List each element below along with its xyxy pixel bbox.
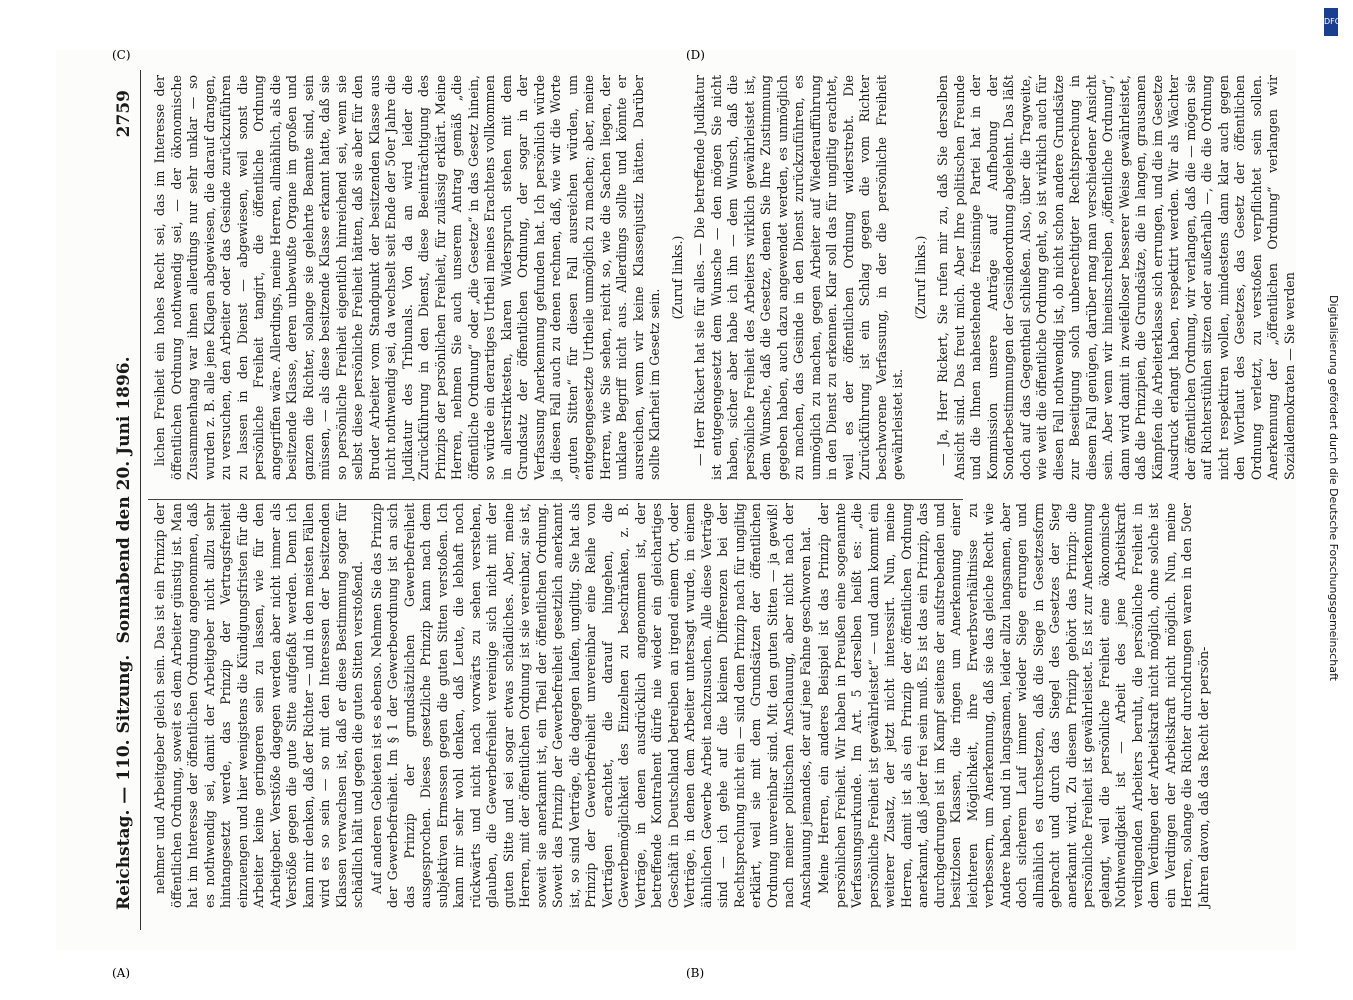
header-date: Sonnabend den 20. Juni 1896. <box>114 356 134 644</box>
page-header <box>114 90 138 910</box>
column-divider <box>148 499 963 500</box>
footer-strip <box>1322 0 1352 1000</box>
marker-c: (C) <box>112 48 131 62</box>
interjection: (Zuruf links.) <box>912 235 928 320</box>
footer-credit: Digitalisierung gefördert durch die Deutsche Forschungsgemeinschaft <box>1327 295 1340 681</box>
left-column <box>152 503 1211 908</box>
dfg-logo: DFG <box>1324 8 1338 36</box>
marker-a: (A) <box>112 966 131 980</box>
paragraph: lichen Freiheit ein hohes Recht sei, das im Interesse der öffentlichen Ordnung nothwendig sei, — der ökonomische Zusammenhang war ihnen allerdings nur sehr unklar — so wurden z. B. alle jene Klagen abgewiesen, die darauf drangen, zu versuchen, den Arbeiter oder das Gesinde zurückzuführen zu lassen in den Dienst — abgewiesen, weil sonst die persönliche Freiheit tangirt, die öffentliche Ordnung angegriffen wäre. Allerdings, meine Herren, allmählich, als die besitzende Klasse, deren unbewußte Organe im großen und ganzen die Richter, solange sie gelehrte Beamte sind, sein müssen, — als diese besitzende Klasse erkannt hatte, daß sie so persönliche Freiheit eigentlich hinreichend sei, wenn sie selbst diese persönliche Freiheit hätten, daß sie aber für den Bruder Arbeiter vom Standpunkt der besitzenden Klasse aus nicht nothwendig sei, da wechselt seit Ende der 50er Jahre die Judikatur des Tribunals. Von da an wird leider die Zurückführung in den Dienst, diese Beeinträchtigung des Prinzips der persönlichen Freiheit, für zulässig erklärt. Meine Herren, nehmen Sie auch unserem Antrag gemäß „die öffentliche Ordnung“ oder „die Gesetze“ in das Gesetz hinein, so würde ein derartiges Urtheil meines Erachtens vollkommen in allerstriktesten, klaren Widerspruch stehen mit dem Grundsatz der öffentlichen Ordnung, der sogar in der Verfassung Anerkennung gefunden hat. Ich persönlich würde ja diesen Fall auch zu denen rechnen, daß, wie wir die Worte „guten Sitten“ für diesen Fall ausreichen würden, um entgegengesetzte Urtheile unmöglich zu machen; aber, meine Herren, wie Sie sehen, reicht so, wie die Sachen liegen, der unklare Begriff nicht aus. Allerdings sollte und könnte er ausreichen, wenn wir keine Klassenjustiz hätten. Darüber sollte Klarheit im Gesetz sein. <box>152 75 662 480</box>
paragraph: Meine Herren, ein anderes Beispiel ist das Prinzip der persönlichen Freiheit. Wir haben in Preußen eine sogenannte Verfassungsurkunde. Im Art. 5 derselben heißt es: „die persönliche Freiheit ist gewährleistet“ — und dann kommt ein weiterer Zusatz, der jetzt nicht interessirt. Nun, meine Herren, damit ist als ein Prinzip der öffentlichen Ordnung anerkannt, daß jeder frei sein muß. Es ist das ein Prinzip, das durchgedrungen ist im Kampf seitens der aufstrebenden und besitzlosen Klassen, die ringen um Anerkennung einer leichteren Möglichkeit, ihre Erwerbsverhältnisse zu verbessern, um Anerkennung, daß sie das gleiche Recht wie Andere haben, und in langsamen, leider allzu langsamen, aber doch sicherem Lauf immer wieder Siege errungen und allmählich es durchsetzen, daß die Siege in Gesetzesform gebracht und durch das Siegel des Gesetzes der Sieg anerkannt wird. Zu diesem Prinzip gehört das Prinzip: die persönliche Freiheit ist gewährleistet. Es ist zur Anerkennung gelangt, weil die persönliche Freiheit eine ökonomische Nothwendigkeit ist — Arbeit des jene Arbeitskraft verdingenden Arbeiters beruht, die persönliche Freiheit in dem Verdingen der Arbeitskraft nicht möglich, ohne solche ist ein Verdingen der Arbeitskraft nicht möglich. Nun, meine Herren, solange die Richter durchdrungen waren in den 50er Jahren davon, daß das Recht der persön- <box>816 503 1211 908</box>
page-number: 2759 <box>114 90 134 138</box>
marker-d: (D) <box>686 48 705 62</box>
right-column <box>152 75 1297 480</box>
header-session: Reichstag. — 110. Sitzung. <box>114 654 134 910</box>
document-page <box>56 50 1296 950</box>
interjection: (Zuruf links.) <box>669 235 685 320</box>
paragraph: nehmer und Arbeitgeber gleich sein. Das ist ein Prinzip der öffentlichen Ordnung, soweit es dem Arbeiter günstig ist. Man hat im Interesse der öffentlichen Ordnung angenommen, daß es nothwendig sei, damit der Arbeitgeber nicht allzu sehr hintangesetzt werde, das Prinzip der Vertragsfreiheit einzuengen und hier wenigstens die Kündigungsfristen für die Arbeiter keine geringeren sein zu lassen, wie für den Arbeitgeber. Verstöße dagegen werden aber nicht immer als Verstöße gegen die gute Sitte aufgefaßt werden. Denn ich kann mir denken, daß der Richter — und in den meisten Fällen wird es so sein — so mit den Interessen der besitzenden Klassen verwachsen ist, daß er diese Bestimmung sogar für schädlich hält und gegen die guten Sitten verstoßend. <box>152 503 365 908</box>
marker-b: (B) <box>686 966 705 980</box>
paragraph: Auf anderen Gebieten ist es ebenso. Nehmen Sie das Prinzip der Gewerbefreiheit. Im § 1 der Gewerbeordnung ist an sich das Prinzip der grundsätzlichen Gewerbefreiheit ausgesprochen. Dieses gesetzliche Prinzip kann nach dem subjektiven Ermessen gegen die guten Sitten verstoßen. Ich kann mir sehr wohl denken, daß Leute, die lebhaft noch rückwärts und nicht nach vorwärts zu sehen verstehen, glauben, die Gewerbefreiheit vereinige sich nicht mit der guten Sitte und sei sogar etwas schädliches. Aber, meine Herren, mit der öffentlichen Ordnung ist sie vereinbar, sie ist, soweit sie anerkannt ist, ein Theil der öffentlichen Ordnung. Soweit das Prinzip der Gewerbefreiheit gesetzlich anerkannt ist, so sind Verträge, die dagegen laufen, ungiltig. Sie hat als Prinzip der Gewerbefreiheit unvereinbar eine Reihe von Verträgen erachtet, die darauf hingehen, die Gewerbemöglichkeit des Einzelnen zu beschränken, z. B. Verträge, in denen ausdrücklich angenommen ist, der betreffende Kontrahent dürfe nie wieder ein gleichartiges Geschäft in Deutschland betreiben an irgend einem Ort, oder Verträge, in denen dem Arbeiter untersagt wurde, in einem ähnlichen Gewerbe Arbeit nachzusuchen. Alle diese Verträge sind — ich gehe auf die kleinen Differenzen bei der Rechtsprechung nicht ein — sind dem Prinzip nach für ungiltig erklärt, weil sie mit dem Grundsätzen der öffentlichen Ordnung unvereinbar sind. Mit den guten Sitten — ja gewiß! nach meiner politischen Anschauung, aber nicht nach der Anschauung jemandes, der auf jene Fahne geschworen hat. <box>368 503 813 908</box>
paragraph: — Ja, Herr Rickert, Sie rufen mir zu, daß Sie derselben Ansicht sind. Das freut mich. Aber Ihre politischen Freunde und die Ihnen nahestehende freisinnige Partei hat in der Kommission unsere Anträge auf Aufhebung der Sonderbestimmungen der Gesindeordnung abgelehnt. Das läßt doch auf das Gegentheil schließen. Also, über die Tragweite, wie weit die öffentliche Ordnung geht, so ist wirklich auch für diesen Fall nothwendig ist, ob nicht schon andere Grundsätze zur Beseitigung solch unberechtigter Rechtsprechung in diesem Fall genügen, darüber mag man verschiedener Ansicht sein. Aber wenn wir hineinschreiben „öffentliche Ordnung“, dann wird damit in zweifelloser besserer Weise gewährleistet, daß die Prinzipien, die Grundsätze, die in langen, grausamen Kämpfen die Arbeiterklasse sich errungen, und die im Gesetze Ausdruck erlangt haben, respektirt werden. Wir als Wächter der öffentlichen Ordnung, wir verlangen, daß die — mögen sie auf Richterstühlen sitzen oder außerhalb —, die die Ordnung nicht respektiren wollen, mindestens dann klar auch gegen den Wortlaut des Gesetzes, das Gesetz der öffentlichen Ordnung verletzt, zu verstoßen verpflichtet sein sollen. Anerkennung der „öffentlichen Ordnung“ verlangen wir Sozialdemokraten — Sie werden <box>935 75 1297 480</box>
header-rule <box>140 70 141 930</box>
paragraph: — Herr Rickert hat sie für alles. — Die betreffende Judikatur ist entgegengesetzt dem Wunsche — den mögen Sie nicht haben, sicher aber habe ich ihn — dem Wunsch, daß die persönliche Freiheit des Arbeiters wirklich gewährleistet ist, dem Wunsche, daß die Gesetze, denen Sie Ihre Zustimmung gegeben haben, auch dazu angewendet werden, es unmöglich zu machen, das Gesinde in den Dienst zurückzuführen, es unmöglich zu machen, gegen Arbeiter auf Wiederaufführung in den Dienst zu erkennen. Klar soll das für ungiltig erachtet, weil es der öffentlichen Ordnung widerstrebt. Die Zurückführung ist ein Schlag gegen die vom Richter beschworene Verfassung, in der die persönliche Freiheit gewährleistet ist. <box>692 75 905 480</box>
